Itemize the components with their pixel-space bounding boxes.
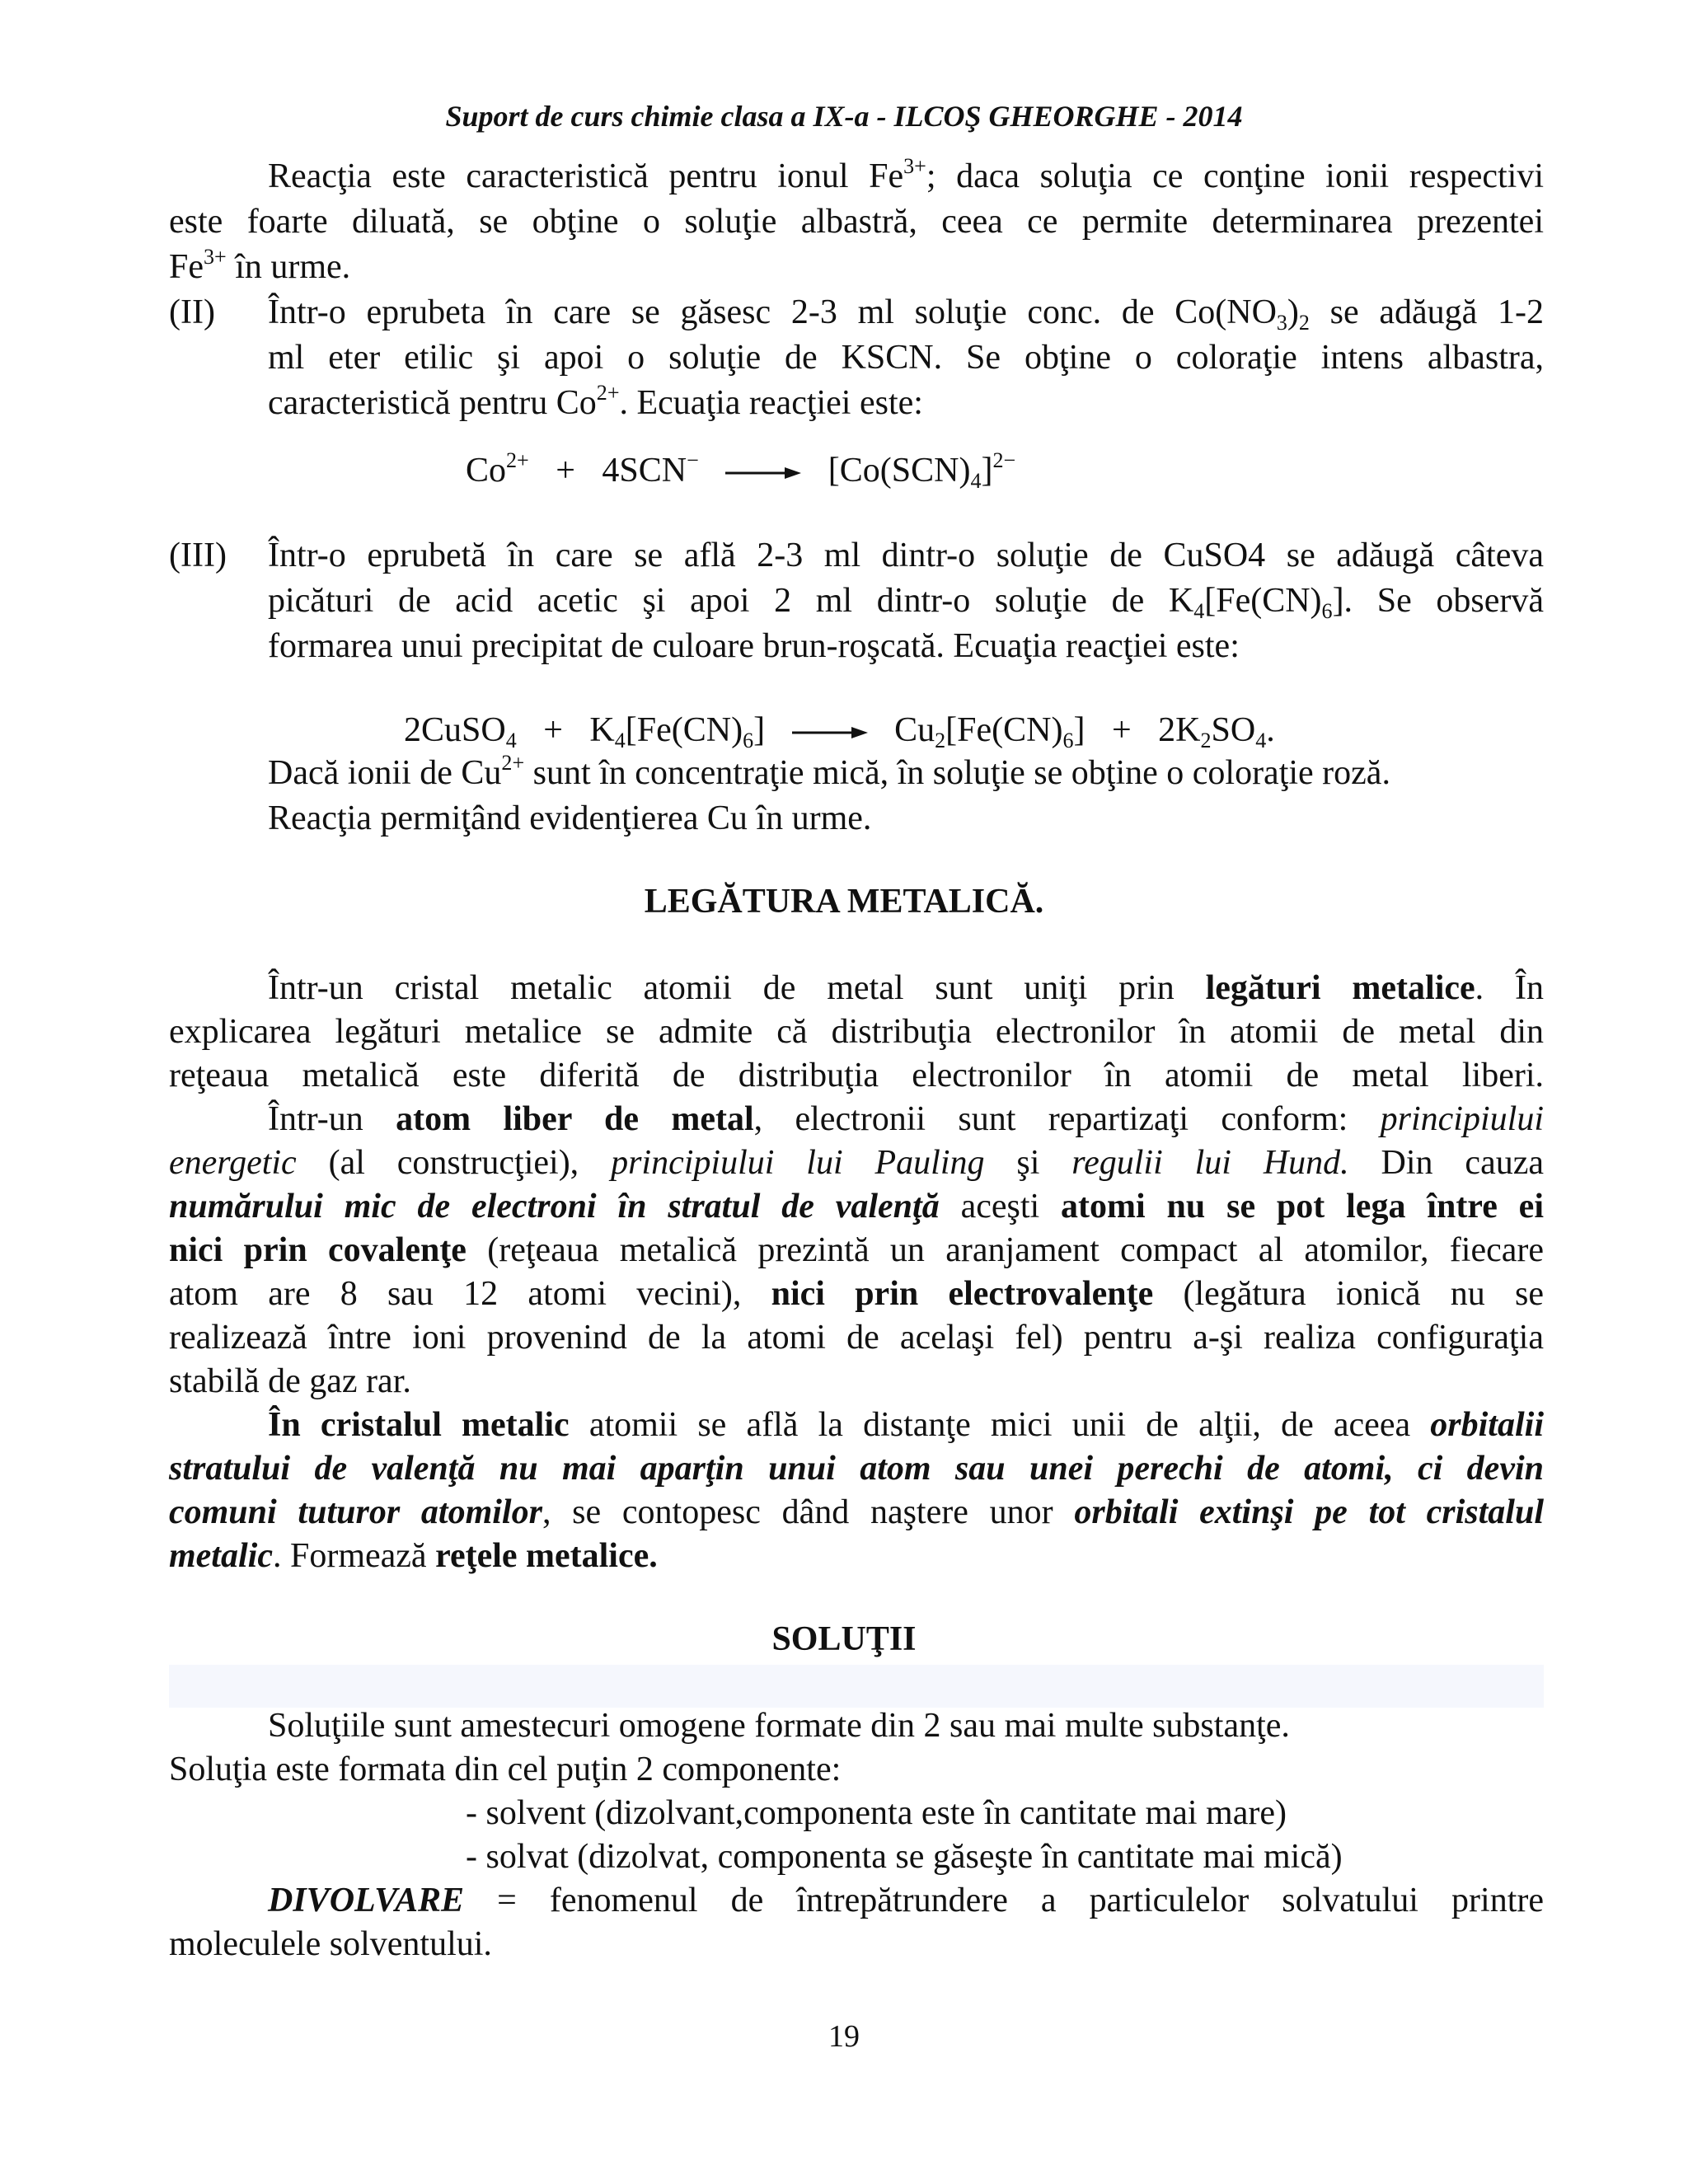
text-line: Dacă ionii de $Cu^{2+}$ sunt în concentraţie mică, în soluţie se obţine o coloraţie roză. bbox=[268, 751, 1390, 792]
text-line: picături de acid acetic şi apoi 2 ml dintr-o soluţie de $K_4[Fe(CN)_6]$. Se observă bbox=[268, 582, 1544, 623]
text-line: ml eter etilic şi apoi o soluţie de KSCN. Se obţine o coloraţie intens albastra, bbox=[268, 339, 1544, 377]
text-line: Într-un cristal metalic atomii de metal sunt uniţi prin legături metalice. În bbox=[268, 969, 1544, 1007]
text-line: explicarea legături metalice se admite că distribuţia electronilor în atomii de metal din bbox=[169, 1013, 1544, 1051]
highlight-band bbox=[169, 1665, 1544, 1708]
text-line: este foarte diluată, se obţine o soluţie albastră, ceea ce permite determinarea prezentei bbox=[169, 203, 1544, 241]
text-line: moleculele solventului. bbox=[169, 1925, 492, 1963]
text-line: comuni tuturor atomilor, se contopesc dând naştere unor orbitali extinşi pe tot cristalul bbox=[169, 1493, 1545, 1531]
text-line: Într-o eprubetă în care se află 2-3 ml dintr-o soluţie de CuSO4 se adăugă câteva bbox=[268, 537, 1544, 574]
text-line: În cristalul metalic atomii se află la distanţe mici unii de alţii, de aceea orbitalii bbox=[268, 1406, 1544, 1444]
list-item: - solvat (dizolvat, componenta se găseşte în cantitate mai mică) bbox=[466, 1838, 1343, 1876]
text-line: $Fe^{3+}$ în urme. bbox=[169, 245, 351, 286]
text-line: Soluţiile sunt amestecuri omogene formate din 2 sau mai multe substanţe. bbox=[268, 1707, 1290, 1745]
text-line: Reacţia este caracteristică pentru ionul $Fe^{3+}$; daca soluţia ce conţine ionii respectivi bbox=[268, 154, 1544, 195]
text-line: Într-un atom liber de metal, electronii sunt repartizaţi conform: principiului bbox=[268, 1100, 1544, 1138]
text-line: nici prin covalenţe (reţeaua metalică prezintă un aranjament compact al atomilor, fiecare bbox=[169, 1231, 1544, 1269]
item-number: (III) bbox=[169, 537, 227, 574]
text-line: Într-o eprubeta în care se găsesc 2-3 ml soluţie conc. de $Co(NO_3)_2$ se adăugă 1-2 bbox=[268, 293, 1545, 335]
section-title: LEGĂTURA METALICĂ. bbox=[644, 883, 1044, 921]
text-line: numărului mic de electroni în stratul de valenţă aceşti atomi nu se pot lega între ei bbox=[169, 1188, 1544, 1226]
page-header: Suport de curs chimie clasa a IX-a - ILCOŞ GHEORGHE - 2014 bbox=[445, 100, 1243, 133]
text-line: reţeaua metalică este diferită de distribuţia electronilor în atomii de metal liberi. bbox=[169, 1057, 1544, 1094]
text-line: DIVOLVARE = fenomenul de întrepătrundere a particulelor solvatului printre bbox=[268, 1882, 1544, 1919]
text-line: caracteristică pentru $Co^{2+}$. Ecuaţia reacţiei este: bbox=[268, 381, 923, 422]
text-line: stratului de valenţă nu mai aparţin unui atom sau unei perechi de atomi, ci devin bbox=[169, 1450, 1544, 1488]
reaction-arrow-icon bbox=[792, 724, 868, 741]
section-title: SOLUŢII bbox=[771, 1620, 917, 1658]
item-number: (II) bbox=[169, 293, 215, 331]
text-line: formarea unui precipitat de culoare brun-roşcată. Ecuaţia reacţiei este: bbox=[268, 627, 1240, 665]
equation-copper: 2CuSO$_4$ + $K_4[Fe(CN)_6] Cu_2[Fe(CN)_6] + 2K_2SO_4$. bbox=[404, 711, 1275, 752]
text-line: atom are 8 sau 12 atomi vecini), nici prin electrovalenţe (legătura ionică nu se bbox=[169, 1275, 1544, 1313]
list-item: - solvent (dizolvant,componenta este în cantitate mai mare) bbox=[466, 1794, 1287, 1832]
text-line: Soluţia este formata din cel puţin 2 componente: bbox=[169, 1750, 842, 1788]
reaction-arrow-icon bbox=[725, 465, 801, 481]
text-line: Reacţia permiţând evidenţierea Cu în urme. bbox=[268, 799, 872, 837]
text-line: energetic (al construcţiei), principiului lui Pauling şi regulii lui Hund. Din cauza bbox=[169, 1144, 1545, 1182]
text-line: realizează între ioni provenind de la atomi de acelaşi fel) pentru a-şi realiza configuraţia bbox=[169, 1319, 1544, 1357]
text-line: metalic. Formează reţele metalice. bbox=[169, 1537, 658, 1575]
text-line: stabilă de gaz rar. bbox=[169, 1362, 411, 1400]
equation-cobalt: $Co^{2+} + 4SCN^-$ $[Co(SCN)_4]^{2-}$ bbox=[466, 448, 1016, 493]
page-number: 19 bbox=[828, 2019, 860, 2054]
